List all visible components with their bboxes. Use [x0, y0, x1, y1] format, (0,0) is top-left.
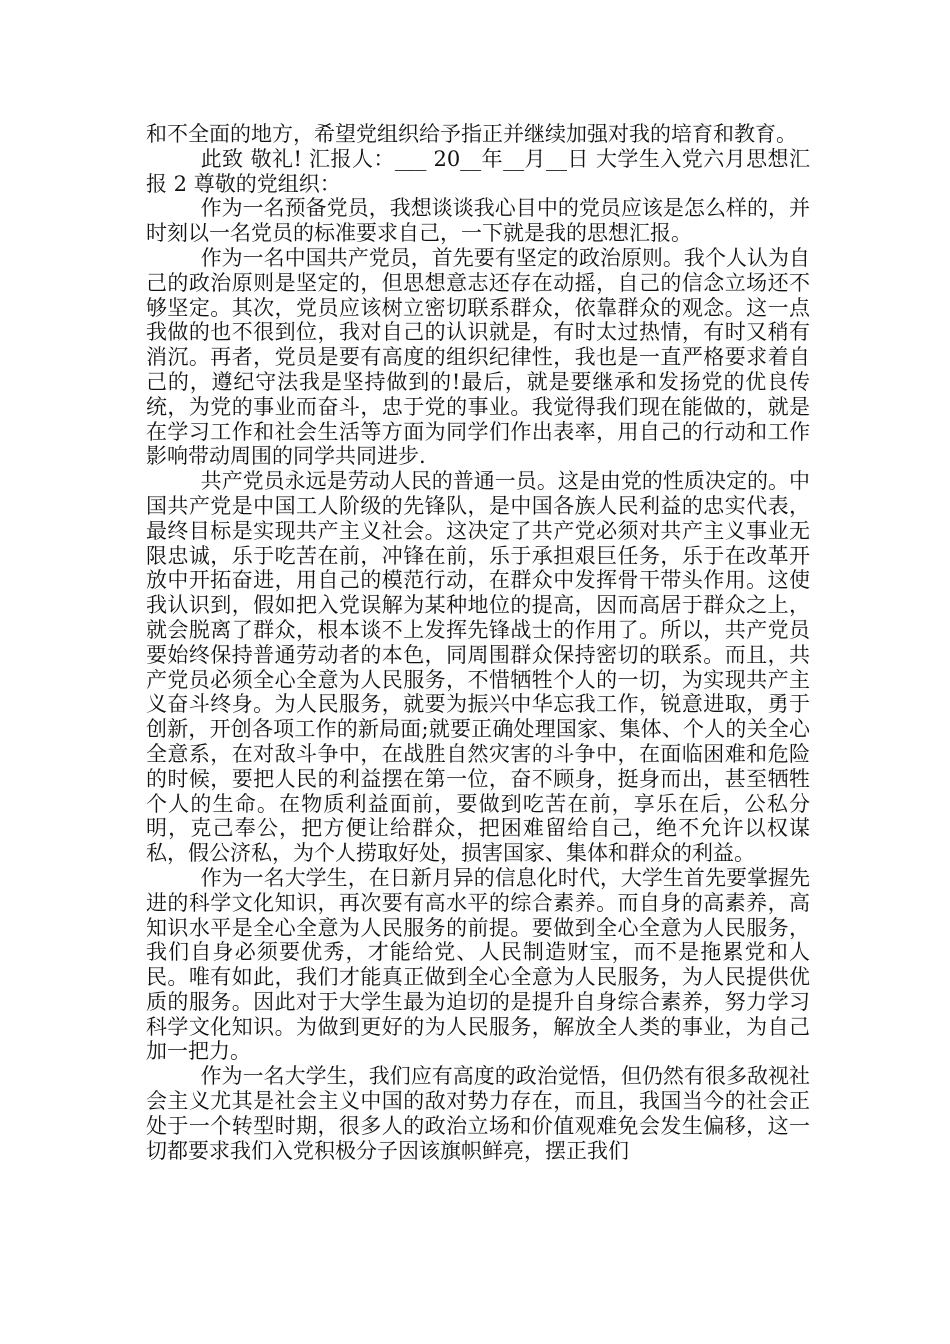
- paragraph-intro: 作为一名预备党员，我想谈谈我心目中的党员应该是怎么样的，并时刻以一名党员的标准要求自己，一下就是我的思想汇报。: [146, 196, 810, 246]
- paragraph-student-knowledge: 作为一名大学生，在日新月异的信息化时代，大学生首先要掌握先进的科学文化知识，再次要有高水平的综合素养。而自身的高素养，高知识水平是全心全意为人民服务的前提。要做到全心全意为人民服务，我们自身必须要优秀，才能给党、人民制造财宝，而不是拖累党和人民。唯有如此，我们才能真正做到全心全意为人民服务，为人民提供优质的服务。因此对于大学生最为迫切的是提升自身综合素养，努力学习科学文化知识。为做到更好的为人民服务，解放全人类的事业，为自己加一把力。: [146, 865, 810, 1064]
- paragraph-closing-remark: 和不全面的地方，希望党组织给予指正并继续加强对我的培育和教育。: [146, 122, 797, 146]
- paragraph-salutation-and-heading: 此致 敬礼! 汇报人：___ 20__年__月__日 大学生入党六月思想汇报 2 尊敬的党组织：: [146, 146, 810, 196]
- paragraph-political-awareness: 作为一名大学生，我们应有高度的政治觉悟，但仍然有很多敌视社会主义尤其是社会主义中国的敌对势力存在，而且，我国当今的社会正处于一个转型时期，很多人的政治立场和价值观难免会发生偏移，这一切都要求我们入党积极分子因该旗帜鲜亮，摆正我们: [146, 1064, 810, 1163]
- document-body: [146, 122, 810, 1163]
- paragraph-ordinary-member: 共产党员永远是劳动人民的普通一员。这是由党的性质决定的。中国共产党是中国工人阶级的先锋队，是中国各族人民利益的忠实代表，最终目标是实现共产主义社会。这决定了共产党必须对共产主义事业无限忠诚，乐于吃苦在前，冲锋在前，乐于承担艰巨任务，乐于在改革开放中开拓奋进，用自己的模范行动，在群众中发挥骨干带头作用。这使我认识到，假如把入党误解为某种地位的提高，因而高居于群众之上，就会脱离了群众，根本谈不上发挥先锋战士的作用了。所以，共产党员要始终保持普通劳动者的本色，同周围群众保持密切的联系。而且，共产党员必须全心全意为人民服务，不惜牺牲个人的一切，为实现共产主义奋斗终身。为人民服务，就要为振兴中华忘我工作，锐意进取，勇于创新，开创各项工作的新局面;就要正确处理国家、集体、个人的关全心全意系，在对敌斗争中，在战胜自然灾害的斗争中，在面临困难和危险的时候，要把人民的利益摆在第一位，奋不顾身，挺身而出，甚至牺牲个人的生命。在物质利益面前，要做到吃苦在前，享乐在后，公私分明，克己奉公，把方便让给群众，把困难留给自己，绝不允许以权谋私，假公济私，为个人捞取好处，损害国家、集体和群众的利益。: [146, 469, 810, 866]
- paragraph-political-principle: 作为一名中国共产党员，首先要有坚定的政治原则。我个人认为自己的政治原则是坚定的，但思想意志还存在动摇，自己的信念立场还不够坚定。其次，党员应该树立密切联系群众，依靠群众的观念。这一点我做的也不很到位，我对自己的认识就是，有时太过热情，有时又稍有消沉。再者，党员是要有高度的组织纪律性，我也是一直严格要求着自己的，遵纪守法我是坚持做到的!最后，就是要继承和发扬党的优良传统，为党的事业而奋斗，忠于党的事业。我觉得我们现在能做的，就是在学习工作和社会生活等方面为同学们作出表率，用自己的行动和工作影响带动周围的同学共同进步.: [146, 245, 810, 469]
